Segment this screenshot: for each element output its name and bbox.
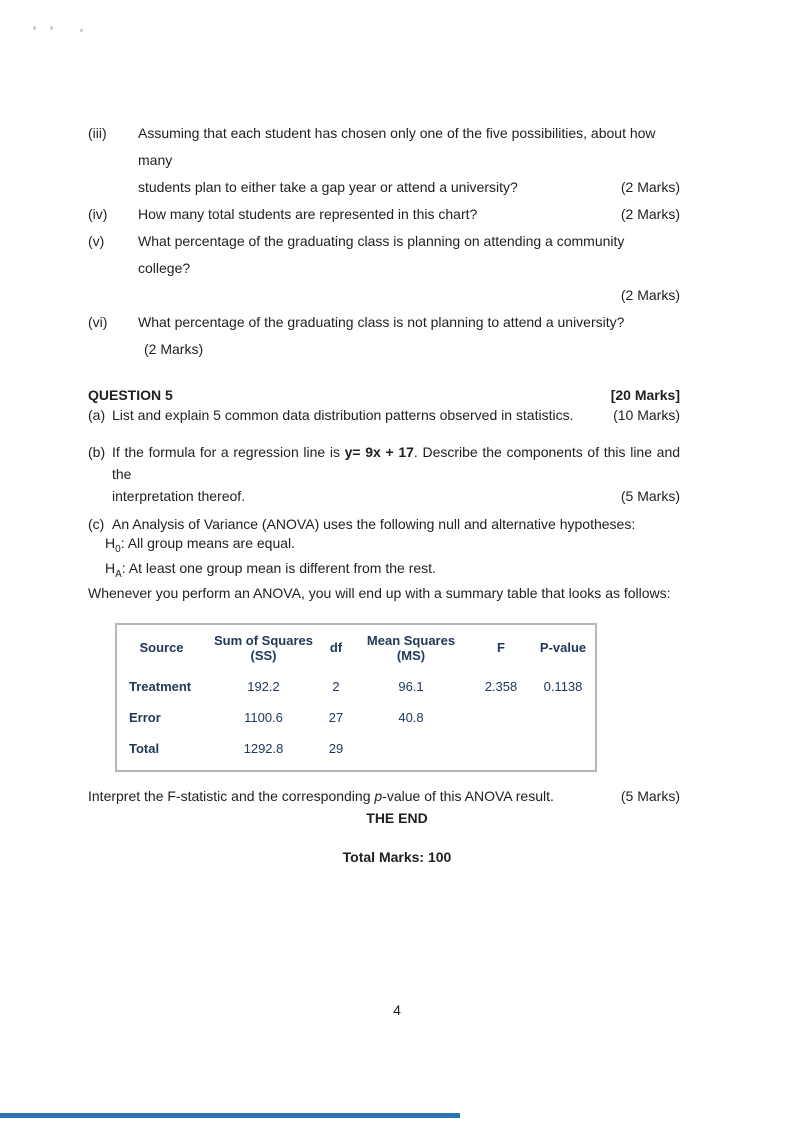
cell-df: 2 bbox=[332, 678, 340, 694]
header-df: df bbox=[329, 640, 343, 656]
part-text: List and explain 5 common data distribution patterns observed in statistics. bbox=[112, 407, 574, 423]
item-label: (iii) bbox=[88, 125, 107, 141]
part-label: (c) bbox=[88, 516, 105, 532]
cell-f bbox=[471, 702, 531, 733]
anova-table-container bbox=[115, 623, 595, 772]
regression-formula: y= 9x + 17 bbox=[344, 444, 414, 460]
part-c-intro: An Analysis of Variance (ANOVA) uses the following null and alternative hypotheses: bbox=[112, 516, 636, 532]
cell-p bbox=[531, 733, 596, 771]
question-item-iv bbox=[88, 201, 680, 228]
header-source: Source bbox=[139, 640, 184, 656]
header-p-value: P-value bbox=[539, 640, 587, 656]
cell-f: 2.358 bbox=[484, 678, 518, 694]
part-text-post: . Describe the components of this line and the bbox=[112, 444, 681, 482]
cell-ms: 40.8 bbox=[398, 709, 424, 725]
cell-ss: 1100.6 bbox=[244, 709, 283, 725]
cell-ss: 192.2 bbox=[247, 678, 280, 694]
table-row-treatment bbox=[116, 671, 596, 702]
cell-df: 29 bbox=[328, 740, 344, 756]
question-item-v bbox=[88, 228, 680, 309]
alternative-hypothesis: $H_A$: At least one group mean is different from the rest. bbox=[105, 559, 436, 580]
part-label: (b) bbox=[88, 444, 106, 460]
total-marks-label: Total Marks: 100 bbox=[342, 849, 452, 865]
cell-source: Treatment bbox=[129, 678, 192, 694]
marks-label: (5 Marks) bbox=[620, 787, 680, 804]
question5-header bbox=[88, 385, 680, 405]
interpret-instruction bbox=[88, 786, 680, 806]
item-text: What percentage of the graduating class is planning on attending a community college? bbox=[138, 233, 625, 276]
cell-ms bbox=[351, 733, 471, 771]
cell-ms: 96.1 bbox=[398, 678, 424, 694]
page-content bbox=[88, 120, 680, 806]
interpret-p-italic: p bbox=[374, 787, 383, 804]
cell-p bbox=[531, 702, 596, 733]
question-item-vi bbox=[88, 309, 680, 363]
item-label: (iv) bbox=[88, 206, 108, 222]
null-hypothesis: $H_0$: All group means are equal. bbox=[105, 535, 296, 555]
item-text-line1: Assuming that each student has chosen only one of the five possibilities, about how many bbox=[138, 125, 656, 168]
table-row-error bbox=[116, 702, 596, 733]
scan-speck bbox=[50, 26, 53, 30]
page-number: 4 bbox=[393, 1002, 401, 1018]
ha-subscript: A bbox=[115, 568, 122, 580]
item-text: How many total students are represented in this chart? bbox=[138, 206, 478, 222]
footer-accent-line bbox=[0, 1113, 460, 1118]
header-f: F bbox=[497, 640, 505, 656]
cell-df: 27 bbox=[328, 709, 344, 725]
question-item-iii bbox=[88, 120, 680, 201]
item-label: (v) bbox=[88, 233, 105, 249]
interpret-text-pre: Interpret the F-statistic and the corresponding bbox=[88, 787, 375, 804]
cell-p: 0.1138 bbox=[543, 678, 583, 694]
marks-label: (2 Marks) bbox=[144, 341, 204, 357]
question5-part-b bbox=[88, 441, 680, 507]
item-label: (vi) bbox=[88, 314, 108, 330]
item-text: What percentage of the graduating class is not planning to attend a university? bbox=[138, 314, 625, 330]
question5-part-c bbox=[88, 515, 680, 603]
part-label: (a) bbox=[88, 407, 106, 423]
scan-speck bbox=[33, 26, 36, 30]
marks-label: (5 Marks) bbox=[620, 488, 680, 504]
cell-ss: 1292.8 bbox=[243, 740, 284, 756]
question5-part-a bbox=[88, 405, 680, 425]
h0-subscript: 0 bbox=[115, 543, 121, 555]
part-text-line2: interpretation thereof. bbox=[112, 488, 246, 504]
table-row-total bbox=[116, 733, 596, 771]
cell-f bbox=[471, 733, 531, 771]
header-mean-squares: Mean Squares (MS) bbox=[366, 632, 456, 663]
anova-header-row bbox=[116, 624, 596, 671]
the-end-label: THE END bbox=[366, 810, 428, 826]
scan-speck bbox=[80, 29, 83, 32]
part-c-outro: Whenever you perform an ANOVA, you will end up with a summary table that looks as follows: bbox=[88, 584, 671, 601]
marks-label: (2 Marks) bbox=[620, 179, 680, 195]
question5-total-marks: [20 Marks] bbox=[610, 387, 680, 403]
item-text-line2: students plan to either take a gap year or attend a university? bbox=[138, 179, 518, 195]
cell-source: Error bbox=[129, 709, 161, 725]
marks-label: (10 Marks) bbox=[613, 407, 680, 423]
header-sum-of-squares: Sum of Squares (SS) bbox=[214, 632, 313, 663]
question5-title: QUESTION 5 bbox=[88, 387, 173, 403]
interpret-text-post: -value of this ANOVA result. bbox=[382, 787, 554, 804]
cell-source: Total bbox=[129, 740, 160, 756]
marks-label: (2 Marks) bbox=[620, 287, 680, 303]
part-text-pre: If the formula for a regression line is bbox=[112, 444, 345, 460]
marks-label: (2 Marks) bbox=[620, 206, 680, 222]
anova-summary-table bbox=[115, 623, 597, 772]
